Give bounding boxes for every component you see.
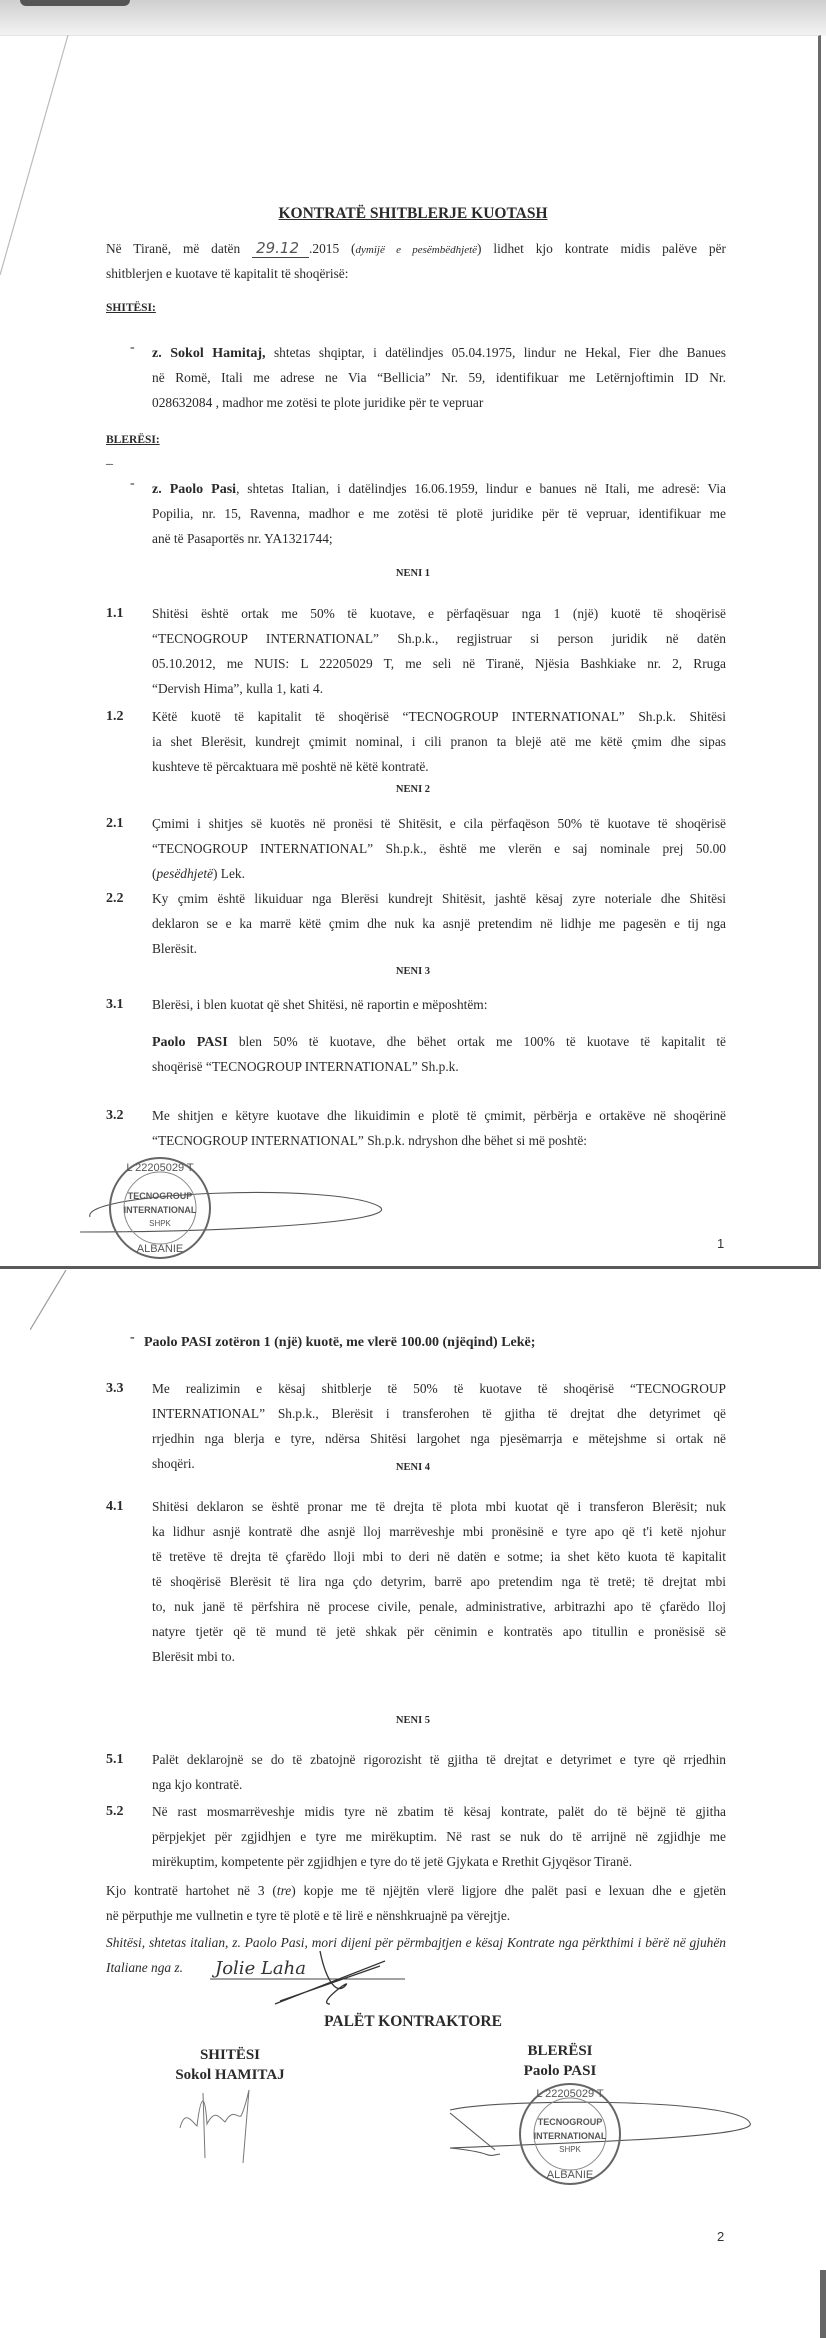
seller-heading: SHITËSI: bbox=[106, 302, 156, 314]
buyer-name: Paolo PASI bbox=[523, 2063, 597, 2079]
buyer-heading: BLERËSI: bbox=[106, 434, 160, 446]
intro-line-2: shitblerjen e kuotave të kapitalit të shoqërisë: bbox=[106, 266, 349, 281]
text-line: ia shet Blerësit, kundrejt çmimit nominal, i cili pranon ta blejë atë me këtë çmim dhe sipas bbox=[152, 734, 726, 749]
text-segment: blen 50% të kuotave, dhe bëhet ortak me 100% të kuotave të kapitalit të bbox=[227, 1034, 726, 1049]
text-line bbox=[106, 1878, 726, 1903]
clause-number: 3.3 bbox=[106, 1381, 124, 1396]
article-heading-3: NENI 3 bbox=[395, 966, 431, 977]
article-heading-4: NENI 4 bbox=[395, 1462, 431, 1473]
text-line: INTERNATIONAL” Sh.p.k., Blerësit i transferohen të gjitha të drejtat dhe detyrimet që bbox=[152, 1406, 726, 1421]
article-heading-1: NENI 1 bbox=[395, 568, 431, 579]
stamp-text-top: L 22205029 T bbox=[536, 2088, 604, 2100]
seller-name: Sokol HAMITAJ bbox=[175, 2067, 285, 2083]
text-line: në përputhje me vullnetin e tyre të plotë e të lirë e nënshkruajnë pa vërejtje. bbox=[106, 1908, 511, 1923]
seller-signature-block bbox=[150, 2045, 310, 2085]
clause-number: 5.1 bbox=[106, 1752, 124, 1767]
clause-5-1 bbox=[106, 1747, 726, 1797]
text-line: Shitësi është ortak me 50% të kuotave, e përfaqësuar nga 1 (një) kuotë të shoqërisë bbox=[152, 606, 726, 621]
clause-1-2 bbox=[106, 704, 726, 779]
stamp-text: SHPK bbox=[559, 2145, 581, 2154]
text-line: anë të Pasaportës nr. YA1321744; bbox=[152, 531, 333, 546]
clause-body bbox=[152, 992, 726, 1017]
clause-number: 2.1 bbox=[106, 816, 124, 831]
page-title: KONTRATË SHITBLERJE KUOTASH bbox=[278, 205, 548, 222]
text-segment: ) kopje me të njëjtën vlerë ligjore dhe palët pasi e lexuan dhe e gjetën bbox=[291, 1883, 726, 1898]
text-line: në Romë, Itali me adrese ne Via “Bellicia” Nr. 59, identifikuar me Letërnjoftimin ID Nr. bbox=[152, 370, 726, 385]
intro-paragraph bbox=[106, 236, 726, 286]
clause-body bbox=[152, 340, 726, 415]
intro-year: .2015 ( bbox=[309, 241, 356, 256]
intro-text: Në Tiranë, më datën bbox=[106, 241, 241, 256]
stamp-text: SHPK bbox=[149, 1219, 171, 1228]
clause-2-2 bbox=[106, 886, 726, 961]
text-line bbox=[152, 1029, 726, 1054]
company-stamp bbox=[80, 1152, 400, 1264]
text-line: Blerësit mbi to. bbox=[152, 1649, 235, 1664]
text-segment: ( bbox=[152, 866, 157, 881]
scan-top-mark bbox=[20, 0, 130, 6]
text-line: rrjedhin nga blerja e tyre, ndërsa Shitësi largohet nga pjesëmarrja e mëtejshme si ortak në bbox=[152, 1431, 726, 1446]
text-line: 028632084 , madhor me zotësi te plote juridike për te vepruar bbox=[152, 395, 484, 410]
stamp-text: INTERNATIONAL bbox=[533, 2131, 607, 2141]
clause-3-3 bbox=[106, 1376, 726, 1476]
page-number: 2 bbox=[717, 2229, 725, 2244]
text-segment: , shtetas Italian, i datëlindjes 16.06.1959, lindur e banues në Itali, me adresë: Via bbox=[236, 481, 726, 496]
text-segment: Paolo PASI bbox=[152, 1035, 228, 1050]
clause-3-1-detail bbox=[106, 1029, 726, 1079]
buyer-signature-block bbox=[485, 2041, 635, 2081]
intro-text-end: ) lidhet kjo kontrate midis palëve për bbox=[477, 241, 727, 256]
clause-3-2 bbox=[106, 1103, 726, 1153]
text-line: Palët deklarojnë se do të zbatojnë rigorozisht të gjitha të drejtat e detyrimet e tyre që rrjedhin bbox=[152, 1752, 726, 1767]
clause-body bbox=[152, 1103, 726, 1153]
text-segment: Kjo kontratë hartohet në 3 ( bbox=[106, 1883, 277, 1898]
bullet-dash: - bbox=[130, 476, 135, 491]
handwritten-date: 29.12 bbox=[252, 239, 309, 258]
bullet-dash: - bbox=[130, 340, 135, 355]
clause-2-1 bbox=[106, 811, 726, 886]
clause-1-1 bbox=[106, 601, 726, 701]
article-heading-2: NENI 2 bbox=[395, 784, 431, 795]
clause-number: 1.2 bbox=[106, 709, 124, 724]
scan-edge bbox=[820, 2270, 826, 2338]
stamp-text: TECNOGROUP bbox=[537, 2117, 603, 2127]
text-line: të shoqërisë Blerësit të lira nga çdo detyrim, barrë apo pretendim nga të tretë; të drejtat mbi bbox=[152, 1574, 726, 1589]
bullet-dash: - bbox=[130, 1330, 135, 1345]
clause-body bbox=[152, 1029, 726, 1079]
clause-5-2 bbox=[106, 1799, 726, 1874]
clause-body bbox=[152, 886, 726, 961]
text-line: 05.10.2012, me NUIS: L 22205029 T, me seli në Tiranë, Njësia Bashkiake nr. 2, Rruga bbox=[152, 656, 726, 671]
text-line: Me realizimin e kësaj shitblerje të 50% të kuotave të shoqërisë “TECNOGROUP bbox=[152, 1381, 726, 1396]
clause-4-1 bbox=[106, 1494, 726, 1669]
translator-signature bbox=[205, 1946, 425, 2008]
text-line: nga kjo kontratë. bbox=[152, 1777, 243, 1792]
text-line: “TECNOGROUP INTERNATIONAL” Sh.p.k., është me vlerën e saj nominale prej 50.00 bbox=[152, 841, 726, 856]
text-segment: pesëdhjetë bbox=[156, 866, 213, 881]
text-segment: Italiane nga z. bbox=[106, 1960, 183, 1975]
text-line: Në rast mosmarrëveshje midis tyre në zbatim të kësaj kontrate, palët do të bëjnë të gjitha bbox=[152, 1804, 726, 1819]
text-line: to, nuk janë të përfshira në procese civile, penale, administrative, arbitrazhi apo të çfarëdo lloj bbox=[152, 1599, 726, 1614]
clause-number: 5.2 bbox=[106, 1804, 124, 1819]
closing-paragraph bbox=[106, 1878, 726, 1928]
text-line bbox=[152, 861, 726, 886]
intro-line-1 bbox=[106, 236, 726, 261]
text-line: natyre tjetër që të mund të jetë shkak për cënimin e kontratës apo titullin e pronësisë së bbox=[152, 1624, 726, 1639]
clause-body bbox=[152, 476, 726, 551]
clause-body bbox=[152, 1747, 726, 1797]
text-line: përpjekjet për zgjidhjen e tyre me mirëkuptim. Në rast se nuk do të arrijnë në zgjidhje me bbox=[152, 1829, 726, 1844]
clause-body bbox=[152, 704, 726, 779]
clause-body bbox=[152, 1799, 726, 1874]
text-line: deklaron se e ka marrë këtë çmim dhe nuk ka asnjë pretendim në lidhje me pagesën e tij nga bbox=[152, 916, 726, 931]
clause-body bbox=[152, 601, 726, 701]
text-line: Blerësi, i blen kuotat që shet Shitësi, në raportin e mëposhtëm: bbox=[152, 997, 488, 1012]
text-line: shoqërisë “TECNOGROUP INTERNATIONAL” Sh.p.k. bbox=[152, 1059, 459, 1074]
text-line: ka lidhur asnjë kontratë dhe asnjë lloj marrëveshje mbi pronësinë e tyre apo që t'i ketë njohur bbox=[152, 1524, 726, 1539]
text-line bbox=[152, 340, 726, 365]
intro-year-words: dymijë e pesëmbëdhjetë bbox=[355, 244, 478, 256]
text-line: Këtë kuotë të kapitalit të shoqërisë “TECNOGROUP INTERNATIONAL” Sh.p.k. Shitësi bbox=[152, 709, 726, 724]
buyer-details bbox=[106, 476, 726, 551]
seller-details bbox=[106, 340, 726, 415]
text-line: Blerësit. bbox=[152, 941, 197, 956]
clause-body bbox=[106, 1878, 726, 1928]
text-line: “Dervish Hima”, kulla 1, kati 4. bbox=[152, 681, 324, 696]
text-line: Me shitjen e këtyre kuotave dhe likuidimin e plotë të çmimit, përbërja e ortakëve në shoqërinë bbox=[152, 1108, 726, 1123]
text-line: Shitësi deklaron se është pronar me të drejta të plota mbi kuotat që i transferon Blerësit; nuk bbox=[152, 1499, 726, 1514]
clause-body bbox=[152, 811, 726, 886]
text-segment: z. Sokol Hamitaj, bbox=[152, 346, 266, 361]
clause-number: 2.2 bbox=[106, 891, 124, 906]
stamp-text: TECNOGROUP bbox=[127, 1191, 193, 1201]
clause-body bbox=[152, 1494, 726, 1669]
text-line: kushteve të përcaktuara më poshtë në këtë kontratë. bbox=[152, 759, 429, 774]
share-ownership-line: Paolo PASI zotëron 1 (një) kuotë, me vlerë 100.00 (njëqind) Lekë; bbox=[144, 1335, 536, 1350]
text-line: Ky çmim është likuiduar nga Blerësi kundrejt Shitësit, jashtë kësaj zyre noteriale dhe Shitësi bbox=[152, 891, 726, 906]
text-line: të tretëve të drejta të çfarëdo lloji mbi to deri në datën e sotme; ia shet këto kuota të kapitalit bbox=[152, 1549, 726, 1564]
clause-body bbox=[152, 1376, 726, 1476]
stamp-text-bottom: ALBANIE bbox=[136, 1243, 184, 1255]
clause-number: 4.1 bbox=[106, 1499, 124, 1514]
text-segment: z. Paolo Pasi bbox=[152, 482, 237, 497]
article-heading-5: NENI 5 bbox=[395, 1715, 431, 1726]
text-segment: Shitësi, shtetas italian, z. Paolo Pasi, mori dijeni për përmbajtjen e kësaj Kontrate nga përkthimi i bërë në gjuhën bbox=[106, 1935, 726, 1950]
clause-3-1 bbox=[106, 992, 726, 1017]
seller-signature bbox=[175, 2088, 265, 2168]
buyer-role: BLERËSI bbox=[527, 2043, 593, 2059]
bullet-dash: _ bbox=[106, 452, 113, 467]
stamp-text-bottom: ALBANIE bbox=[546, 2169, 594, 2181]
text-segment: tre bbox=[276, 1883, 292, 1898]
seller-role: SHITËSI bbox=[199, 2047, 261, 2063]
text-line: mirëkuptim, kompetente për zgjidhjen e tyre do të jetë Gjykata e Rrethit Gjyqësor Tiranë. bbox=[152, 1854, 633, 1869]
text-line bbox=[152, 476, 726, 501]
stamp-text-top: L 22205029 T bbox=[126, 1162, 194, 1174]
clause-number: 3.2 bbox=[106, 1108, 124, 1123]
text-segment: shtetas shqiptar, i datëlindjes 05.04.1975, lindur ne Hekal, Fier dhe Banues bbox=[265, 345, 726, 360]
stamp-text: INTERNATIONAL bbox=[123, 1205, 197, 1215]
scan-edge-line bbox=[0, 35, 70, 275]
translator-signature-text: Jolie Laha bbox=[215, 1958, 306, 1979]
clause-number: 3.1 bbox=[106, 997, 124, 1012]
text-line: Popilia, nr. 15, Ravenna, madhor e me zotësi të plotë juridike për të vepruar, identifikuar me bbox=[152, 506, 726, 521]
clause-number: 1.1 bbox=[106, 606, 124, 621]
company-stamp bbox=[440, 2078, 770, 2190]
page-number: 1 bbox=[717, 1236, 725, 1251]
text-line: “TECNOGROUP INTERNATIONAL” Sh.p.k., regjistruar si person juridik në datën bbox=[152, 631, 726, 646]
text-line: Çmimi i shitjes së kuotës në pronësi të Shitësit, e cila përfaqëson 50% të kuotave të shoqërisë bbox=[152, 816, 726, 831]
scan-edge-line bbox=[30, 1270, 70, 1330]
text-segment: ) Lek. bbox=[212, 866, 245, 881]
text-line: shoqëri. bbox=[152, 1456, 195, 1471]
text-line: “TECNOGROUP INTERNATIONAL” Sh.p.k. ndryshon dhe bëhet si më poshtë: bbox=[152, 1133, 588, 1148]
parties-title: PALËT KONTRAKTORE bbox=[324, 2013, 502, 2030]
